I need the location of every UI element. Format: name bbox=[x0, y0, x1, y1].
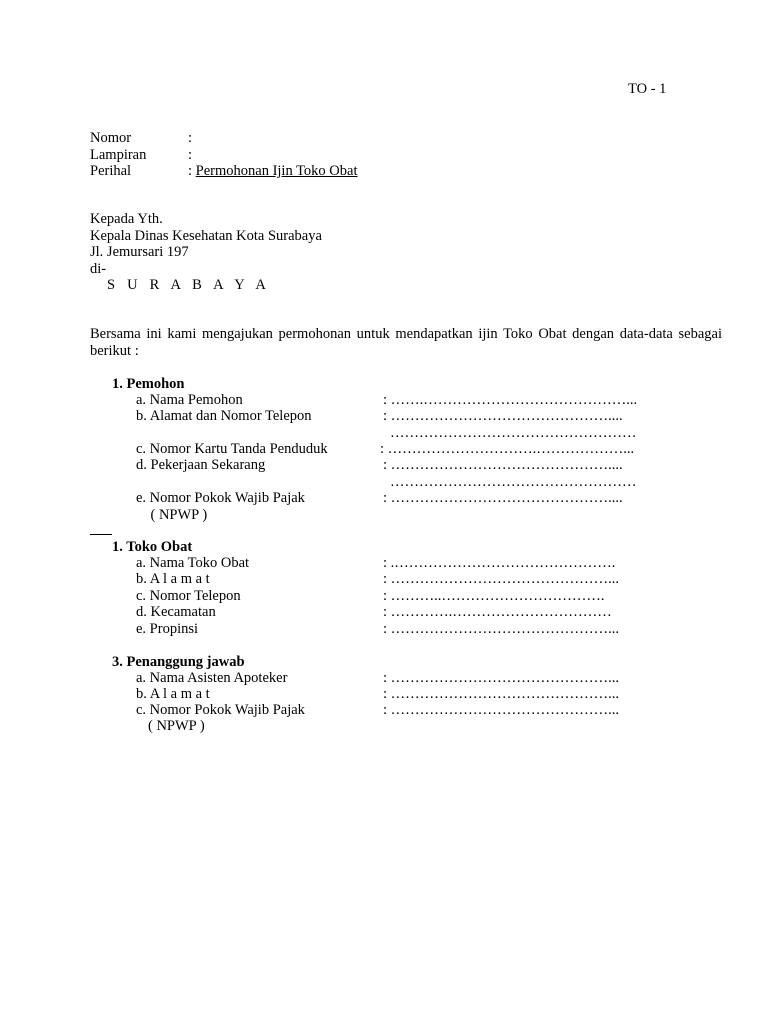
field-dots: : ………..……………………………. bbox=[383, 588, 605, 604]
field-dots: …………………………………………… bbox=[390, 474, 637, 490]
field-dots: : ………………………………………... bbox=[383, 571, 620, 587]
field-label: e. Propinsi bbox=[136, 621, 199, 637]
section-title: 1. Toko Obat bbox=[112, 539, 193, 555]
header-colon: : bbox=[188, 163, 196, 179]
field-dots: : ……………………………………….... bbox=[383, 490, 623, 506]
header-colon: : bbox=[188, 130, 193, 146]
field-label: b. A l a m a t bbox=[136, 571, 210, 587]
header-colon: : bbox=[188, 147, 193, 163]
addressee-di: di- bbox=[90, 261, 107, 277]
document-code: TO - 1 bbox=[628, 81, 667, 97]
field-label: b. Alamat dan Nomor Telepon bbox=[136, 408, 312, 424]
field-dots: : ………………………….………………... bbox=[380, 441, 635, 457]
field-dots: : ………….…………………………… bbox=[383, 604, 612, 620]
field-dots: : ………………………………………... bbox=[383, 670, 620, 686]
field-dots: : ……………………………………….... bbox=[383, 408, 623, 424]
field-dots: : ………………………………………... bbox=[383, 621, 620, 637]
field-label: d. Pekerjaan Sekarang bbox=[136, 457, 266, 473]
field-dots: : ………………………………………... bbox=[383, 702, 620, 718]
addressee-greeting: Kepada Yth. bbox=[90, 211, 163, 227]
section-title: 3. Penanggung jawab bbox=[112, 654, 245, 670]
field-label: e. Nomor Pokok Wajib Pajak bbox=[136, 490, 305, 506]
field-label: c. Nomor Telepon bbox=[136, 588, 241, 604]
separator-line bbox=[90, 534, 112, 535]
field-dots: : ……………………………………….... bbox=[383, 457, 623, 473]
field-label: ( NPWP ) bbox=[148, 718, 205, 734]
section-title: 1. Pemohon bbox=[112, 376, 185, 392]
field-label: a. Nama Toko Obat bbox=[136, 555, 250, 571]
intro-paragraph: Bersama ini kami mengajukan permohonan untuk mendapatkan ijin Toko Obat dengan data-data sebagai berikut : bbox=[90, 326, 722, 359]
field-label: a. Nama Asisten Apoteker bbox=[136, 670, 288, 686]
field-label: c. Nomor Pokok Wajib Pajak bbox=[136, 702, 305, 718]
field-dots: : …….……………………………………... bbox=[383, 392, 638, 408]
field-label: d. Kecamatan bbox=[136, 604, 216, 620]
header-label: Nomor bbox=[90, 130, 132, 146]
field-label: ( NPWP ) bbox=[136, 507, 208, 523]
addressee-recipient: Kepala Dinas Kesehatan Kota Surabaya bbox=[90, 228, 322, 244]
addressee-street: Jl. Jemursari 197 bbox=[90, 244, 189, 260]
field-label: c. Nomor Kartu Tanda Penduduk bbox=[136, 441, 328, 457]
field-label: a. Nama Pemohon bbox=[136, 392, 243, 408]
subject-text: Permohonan Ijin Toko Obat bbox=[195, 163, 358, 179]
field-dots: : .………………………………………. bbox=[383, 555, 616, 571]
field-dots: : ………………………………………... bbox=[383, 686, 620, 702]
field-label: b. A l a m a t bbox=[136, 686, 210, 702]
header-label: Lampiran bbox=[90, 147, 147, 163]
header-label: Perihal bbox=[90, 163, 132, 179]
field-dots: …………………………………………… bbox=[390, 425, 637, 441]
addressee-city: S U R A B A Y A bbox=[107, 277, 271, 293]
